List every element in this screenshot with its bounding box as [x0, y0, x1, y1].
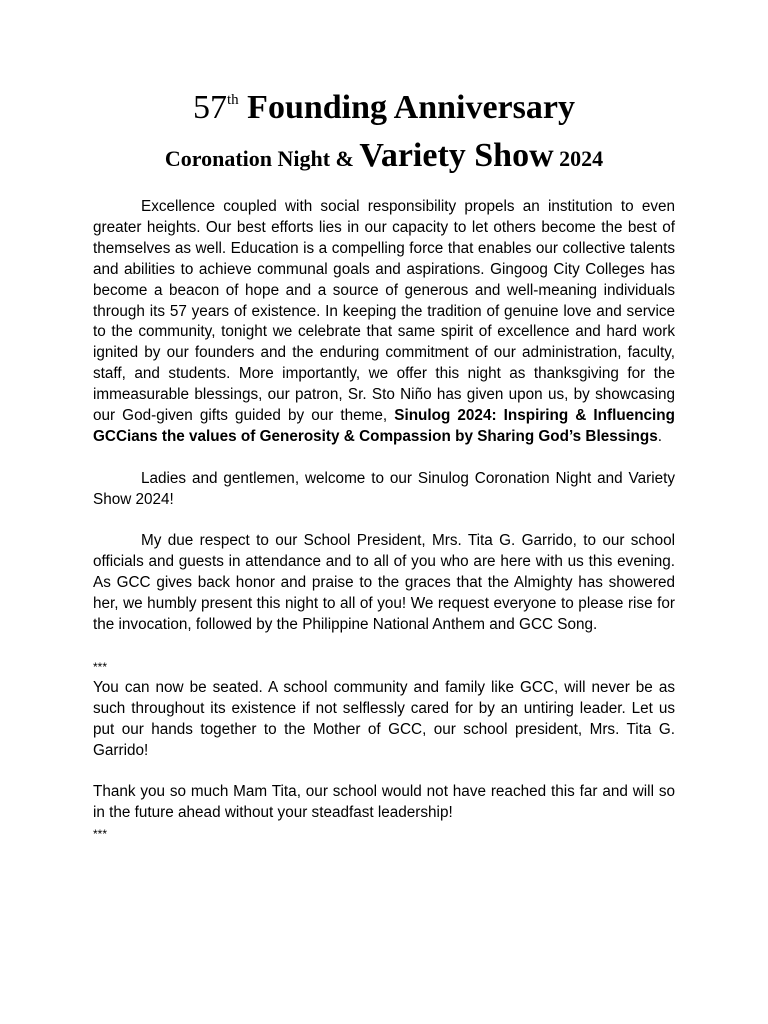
theme-text: Sinulog 2024: Inspiring & Influencing GCCians the values of Generosity & Compassion by Sharing God’s Blessings	[93, 407, 675, 445]
subtitle-part1: Coronation Night &	[164, 146, 354, 171]
intro-end: .	[657, 427, 662, 445]
paragraph-gap	[93, 448, 675, 469]
paragraph-gap	[93, 761, 675, 782]
paragraph-respect: My due respect to our School President, Mrs. Tita G. Garrido, to our school officials and guests in attendance and to all of you who are here with us this evening. As GCC gives back honor and praise to the graces that the Almighty has showered her, we humbly present this night to all of you! We request everyone to please rise for the invocation, followed by the Philippine National Anthem and GCC Song.	[93, 532, 675, 634]
ordinal-suffix: th	[227, 92, 239, 108]
subtitle-part2: Variety Show	[359, 137, 554, 174]
page-title	[0, 84, 768, 132]
paragraph-thanks: Thank you so much Mam Tita, our school would not have reached this far and will so in the future ahead without your steadfast leadership!	[93, 783, 675, 822]
paragraph-intro	[93, 197, 675, 448]
paragraph-gap	[93, 636, 675, 657]
anniversary-number: 57	[193, 89, 227, 126]
paragraph-welcome: Ladies and gentlemen, welcome to our Sinulog Coronation Night and Variety Show 2024!	[93, 469, 675, 508]
intro-text: Excellence coupled with social responsibility propels an institution to even greater heights. Our best efforts lies in our capacity to let others become the best of themselves as well. Education is a compelling force that enables our collective talents and abilities to achieve communal goals and aspirations. Gingoog City Colleges has become a beacon of hope and a source of generous and well-meaning individuals through its 57 years of existence. In keeping the tradition of genuine love and service to the community, tonight we celebrate that same spirit of excellence and hard work ignited by our founders and the enduring commitment of our administration, faculty, staff, and students. More importantly, we offer this night as thanksgiving for the immeasurable blessings, our patron, Sr. Sto Niño has given upon us, by showcasing our God-given gifts guided by our theme,	[93, 198, 675, 425]
page-subtitle	[0, 134, 768, 181]
separator: ***	[93, 659, 108, 674]
title-text: Founding Anniversary	[247, 89, 575, 126]
separator: ***	[93, 827, 108, 842]
subtitle-year: 2024	[559, 146, 604, 171]
document-body	[93, 197, 675, 845]
paragraph-seated: You can now be seated. A school community and family like GCC, will never be as such throughout its existence if not selflessly cared for by an untiring leader. Let us put our hands together to the Mother of GCC, our school president, Mrs. Tita G. Garrido!	[93, 678, 675, 759]
paragraph-gap	[93, 511, 675, 532]
